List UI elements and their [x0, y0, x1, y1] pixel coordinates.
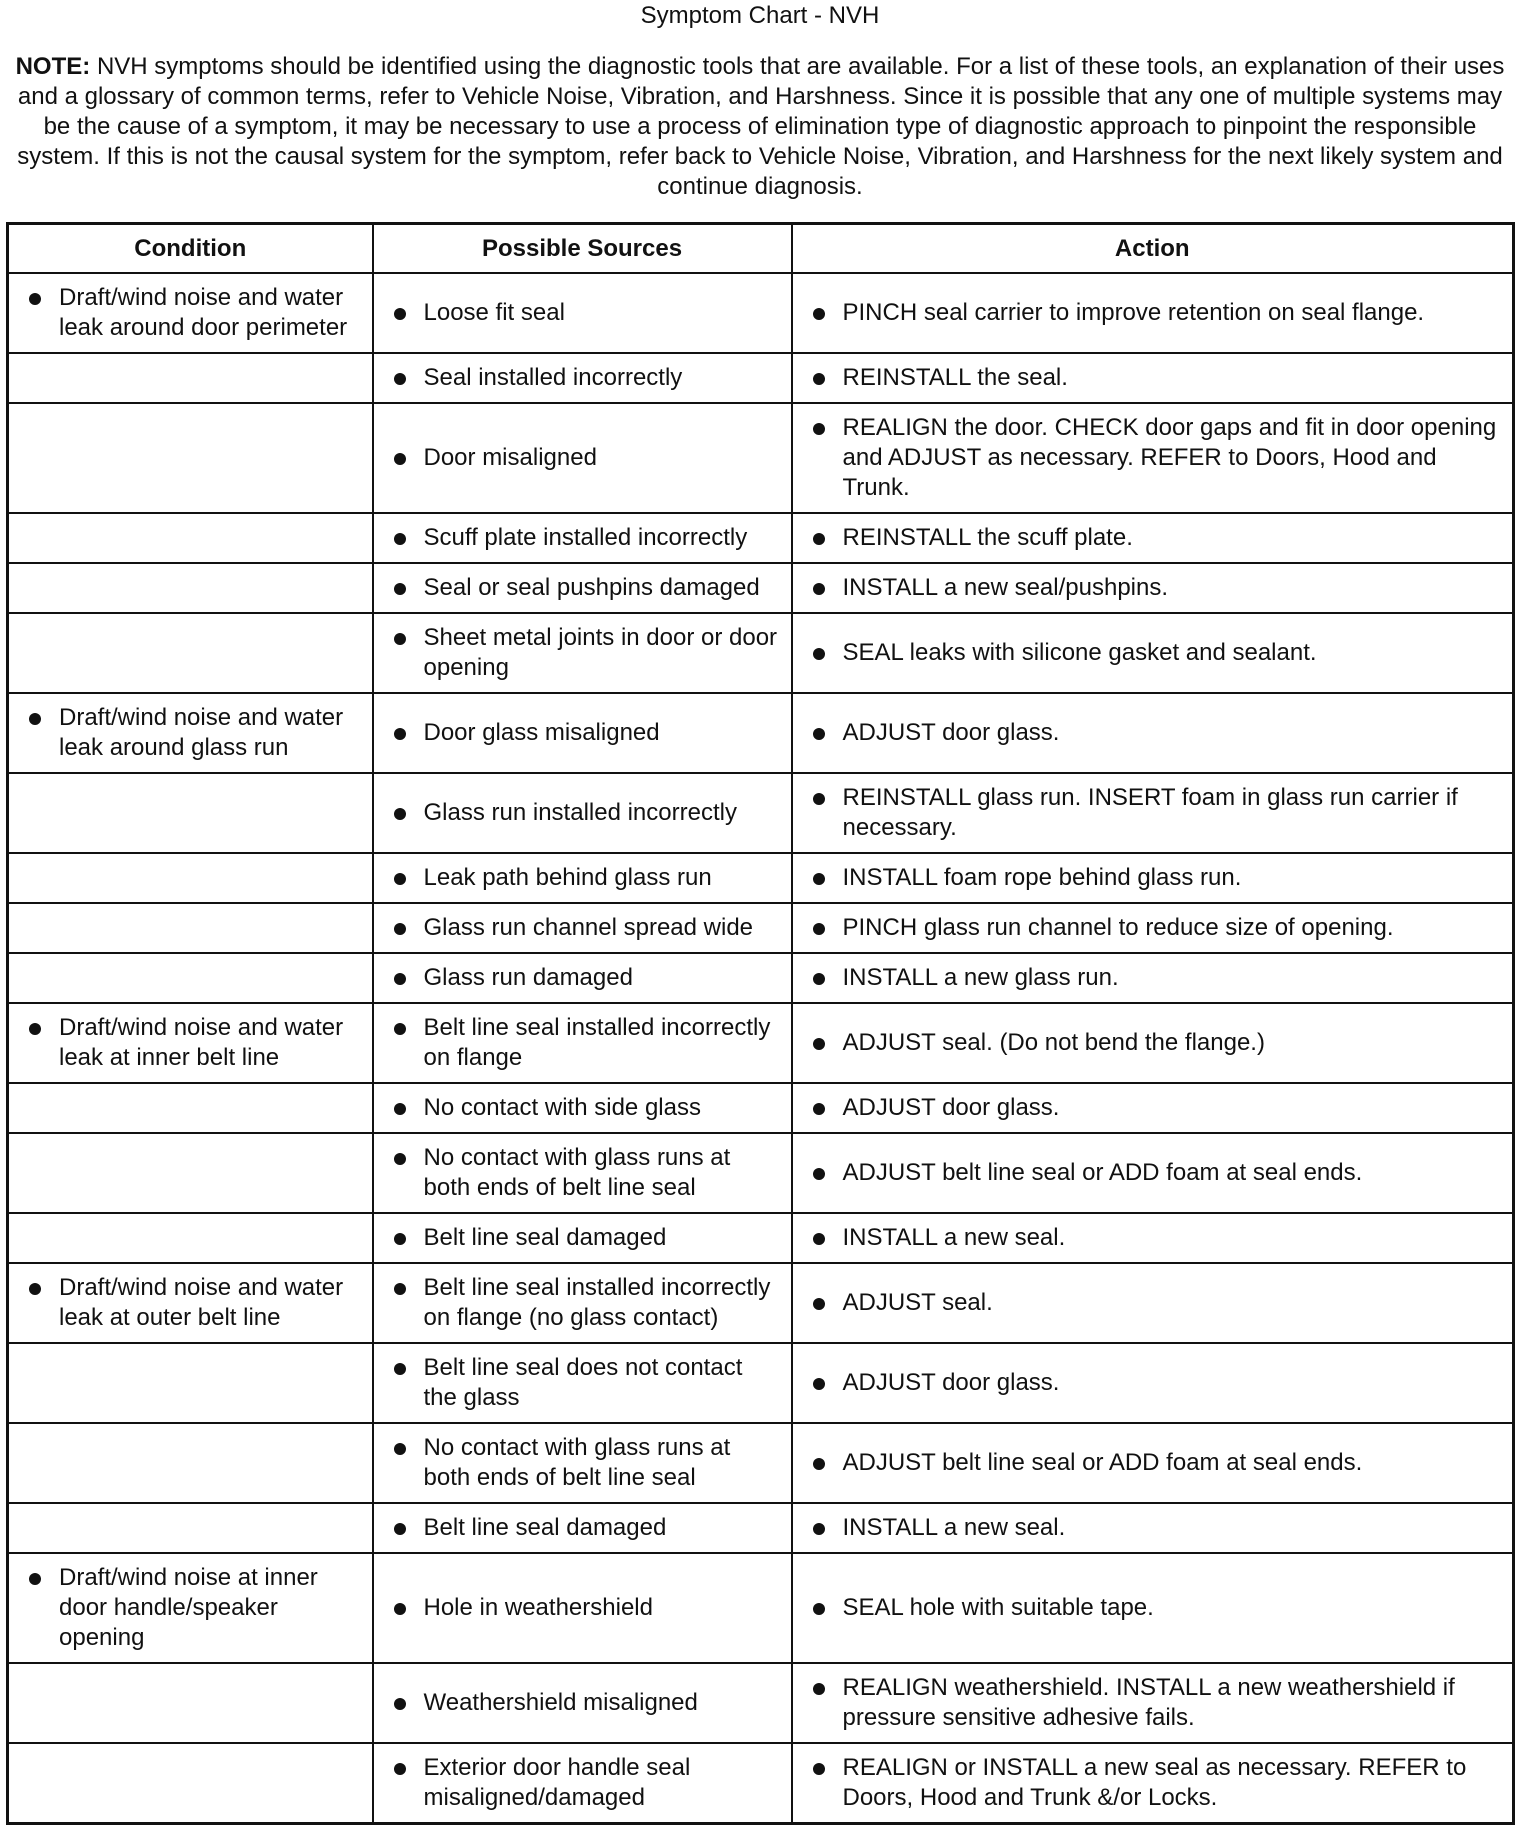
- note-label: NOTE:: [15, 53, 91, 80]
- action-cell: [792, 903, 1514, 953]
- condition-cell: [8, 903, 373, 953]
- source-cell: [373, 1743, 792, 1824]
- action-cell: [792, 1213, 1514, 1263]
- condition-cell: [8, 773, 373, 853]
- source-text: Loose fit seal: [394, 298, 781, 328]
- source-cell: [373, 613, 792, 693]
- source-text: Sheet metal joints in door or door opening: [394, 623, 781, 683]
- source-cell: [373, 513, 792, 563]
- note-text: NVH symptoms should be identified using the diagnostic tools that are available. For a list of these tools, an explanation of their uses and a glossary of common terms, refer to Vehicle Noise, Vibration, and Harshness. Since it is possible that any one of multiple systems may be the cause of a symptom, it may be necessary to use a process of elimination type of diagnostic approach to pinpoint the responsible system. If this is not the causal system for the symptom, refer back to Vehicle Noise, Vibration, and Harshness for the next likely system and continue diagnosis.: [17, 53, 1505, 200]
- action-text: INSTALL a new glass run.: [813, 963, 1503, 993]
- source-text: No contact with glass runs at both ends of belt line seal: [394, 1143, 781, 1203]
- table-row: [8, 693, 1514, 773]
- source-cell: [373, 1343, 792, 1423]
- action-cell: [792, 1343, 1514, 1423]
- action-text: INSTALL a new seal/pushpins.: [813, 573, 1503, 603]
- table-row: [8, 1343, 1514, 1423]
- table-row: [8, 563, 1514, 613]
- action-cell: [792, 1423, 1514, 1503]
- header-condition: Condition: [8, 224, 373, 274]
- condition-cell: [8, 853, 373, 903]
- source-text: Exterior door handle seal misaligned/damaged: [394, 1753, 781, 1813]
- source-text: Seal or seal pushpins damaged: [394, 573, 781, 603]
- action-text: PINCH seal carrier to improve retention on seal flange.: [813, 298, 1503, 328]
- source-cell: [373, 1133, 792, 1213]
- source-text: Glass run damaged: [394, 963, 781, 993]
- action-text: ADJUST door glass.: [813, 718, 1503, 748]
- source-text: Belt line seal damaged: [394, 1223, 781, 1253]
- source-text: Belt line seal does not contact the glass: [394, 1353, 781, 1413]
- condition-cell: [8, 563, 373, 613]
- table-row: [8, 853, 1514, 903]
- page-title: Symptom Chart - NVH: [640, 2, 880, 29]
- condition-cell: [8, 403, 373, 513]
- action-cell: [792, 513, 1514, 563]
- table-row: [8, 403, 1514, 513]
- action-text: ADJUST belt line seal or ADD foam at seal ends.: [813, 1158, 1503, 1188]
- source-cell: [373, 773, 792, 853]
- action-text: SEAL leaks with silicone gasket and sealant.: [813, 638, 1503, 668]
- action-cell: [792, 1743, 1514, 1824]
- action-text: INSTALL foam rope behind glass run.: [813, 863, 1503, 893]
- action-cell: [792, 1133, 1514, 1213]
- source-text: Belt line seal installed incorrectly on flange: [394, 1013, 781, 1073]
- source-cell: [373, 1663, 792, 1743]
- action-cell: [792, 853, 1514, 903]
- table-row: [8, 613, 1514, 693]
- source-text: No contact with side glass: [394, 1093, 781, 1123]
- condition-cell: [8, 1083, 373, 1133]
- source-text: Door misaligned: [394, 443, 781, 473]
- action-cell: [792, 563, 1514, 613]
- action-text: REALIGN or INSTALL a new seal as necessary. REFER to Doors, Hood and Trunk &/or Locks.: [813, 1753, 1503, 1813]
- action-cell: [792, 1083, 1514, 1133]
- source-text: Belt line seal installed incorrectly on flange (no glass contact): [394, 1273, 781, 1333]
- table-row: [8, 1263, 1514, 1343]
- source-text: Leak path behind glass run: [394, 863, 781, 893]
- action-text: REINSTALL the seal.: [813, 363, 1503, 393]
- condition-cell: [8, 1423, 373, 1503]
- source-cell: [373, 903, 792, 953]
- table-row: [8, 903, 1514, 953]
- action-cell: [792, 1553, 1514, 1663]
- note-paragraph: [12, 52, 1508, 202]
- source-text: Belt line seal damaged: [394, 1513, 781, 1543]
- header-action: Action: [792, 224, 1514, 274]
- action-cell: [792, 773, 1514, 853]
- source-cell: [373, 1263, 792, 1343]
- source-text: Weathershield misaligned: [394, 1688, 781, 1718]
- condition-cell: [8, 613, 373, 693]
- table-row: [8, 1503, 1514, 1553]
- condition-cell: [8, 693, 373, 773]
- source-text: Seal installed incorrectly: [394, 363, 781, 393]
- action-text: ADJUST seal. (Do not bend the flange.): [813, 1028, 1503, 1058]
- action-cell: [792, 693, 1514, 773]
- table-row: [8, 953, 1514, 1003]
- source-cell: [373, 1003, 792, 1083]
- action-text: SEAL hole with suitable tape.: [813, 1593, 1503, 1623]
- condition-cell: [8, 1263, 373, 1343]
- action-cell: [792, 953, 1514, 1003]
- condition-cell: [8, 353, 373, 403]
- condition-cell: [8, 1213, 373, 1263]
- table-row: [8, 273, 1514, 353]
- table-header-row: [8, 224, 1514, 274]
- source-text: Glass run installed incorrectly: [394, 798, 781, 828]
- action-text: REINSTALL glass run. INSERT foam in glass run carrier if necessary.: [813, 783, 1503, 843]
- condition-cell: [8, 1503, 373, 1553]
- source-cell: [373, 403, 792, 513]
- condition-text: Draft/wind noise and water leak at inner belt line: [29, 1013, 362, 1073]
- action-cell: [792, 1003, 1514, 1083]
- action-cell: [792, 403, 1514, 513]
- action-cell: [792, 613, 1514, 693]
- action-cell: [792, 353, 1514, 403]
- table-row: [8, 1663, 1514, 1743]
- condition-cell: [8, 1743, 373, 1824]
- source-cell: [373, 693, 792, 773]
- condition-cell: [8, 1663, 373, 1743]
- action-cell: [792, 273, 1514, 353]
- action-text: ADJUST door glass.: [813, 1368, 1503, 1398]
- condition-text: Draft/wind noise and water leak around glass run: [29, 703, 362, 763]
- condition-text: Draft/wind noise and water leak around door perimeter: [29, 283, 362, 343]
- source-cell: [373, 1423, 792, 1503]
- source-text: Hole in weathershield: [394, 1593, 781, 1623]
- table-row: [8, 773, 1514, 853]
- action-text: ADJUST seal.: [813, 1288, 1503, 1318]
- condition-cell: [8, 513, 373, 563]
- table-row: [8, 353, 1514, 403]
- action-text: INSTALL a new seal.: [813, 1513, 1503, 1543]
- action-text: REALIGN the door. CHECK door gaps and fit in door opening and ADJUST as necessary. REFER to Doors, Hood and Trunk.: [813, 413, 1503, 503]
- condition-cell: [8, 1553, 373, 1663]
- action-text: REALIGN weathershield. INSTALL a new weathershield if pressure sensitive adhesive fails.: [813, 1673, 1503, 1733]
- action-text: ADJUST belt line seal or ADD foam at seal ends.: [813, 1448, 1503, 1478]
- condition-text: Draft/wind noise at inner door handle/speaker opening: [29, 1563, 362, 1653]
- table-row: [8, 1083, 1514, 1133]
- source-cell: [373, 1083, 792, 1133]
- symptom-chart-table: [6, 222, 1515, 1825]
- condition-cell: [8, 273, 373, 353]
- source-text: Scuff plate installed incorrectly: [394, 523, 781, 553]
- source-cell: [373, 353, 792, 403]
- action-cell: [792, 1503, 1514, 1553]
- header-possible-sources: Possible Sources: [373, 224, 792, 274]
- condition-cell: [8, 1343, 373, 1423]
- action-text: REINSTALL the scuff plate.: [813, 523, 1503, 553]
- table-row: [8, 1133, 1514, 1213]
- table-row: [8, 513, 1514, 563]
- table-row: [8, 1553, 1514, 1663]
- source-cell: [373, 563, 792, 613]
- source-text: Door glass misaligned: [394, 718, 781, 748]
- source-cell: [373, 1553, 792, 1663]
- action-text: PINCH glass run channel to reduce size of opening.: [813, 913, 1503, 943]
- condition-text: Draft/wind noise and water leak at outer belt line: [29, 1273, 362, 1333]
- action-cell: [792, 1263, 1514, 1343]
- table-row: [8, 1003, 1514, 1083]
- condition-cell: [8, 1003, 373, 1083]
- action-text: INSTALL a new seal.: [813, 1223, 1503, 1253]
- source-cell: [373, 1503, 792, 1553]
- condition-cell: [8, 1133, 373, 1213]
- source-cell: [373, 953, 792, 1003]
- table-row: [8, 1743, 1514, 1824]
- source-text: Glass run channel spread wide: [394, 913, 781, 943]
- table-row: [8, 1423, 1514, 1503]
- source-cell: [373, 273, 792, 353]
- source-text: No contact with glass runs at both ends of belt line seal: [394, 1433, 781, 1493]
- source-cell: [373, 853, 792, 903]
- table-row: [8, 1213, 1514, 1263]
- condition-cell: [8, 953, 373, 1003]
- action-text: ADJUST door glass.: [813, 1093, 1503, 1123]
- action-cell: [792, 1663, 1514, 1743]
- source-cell: [373, 1213, 792, 1263]
